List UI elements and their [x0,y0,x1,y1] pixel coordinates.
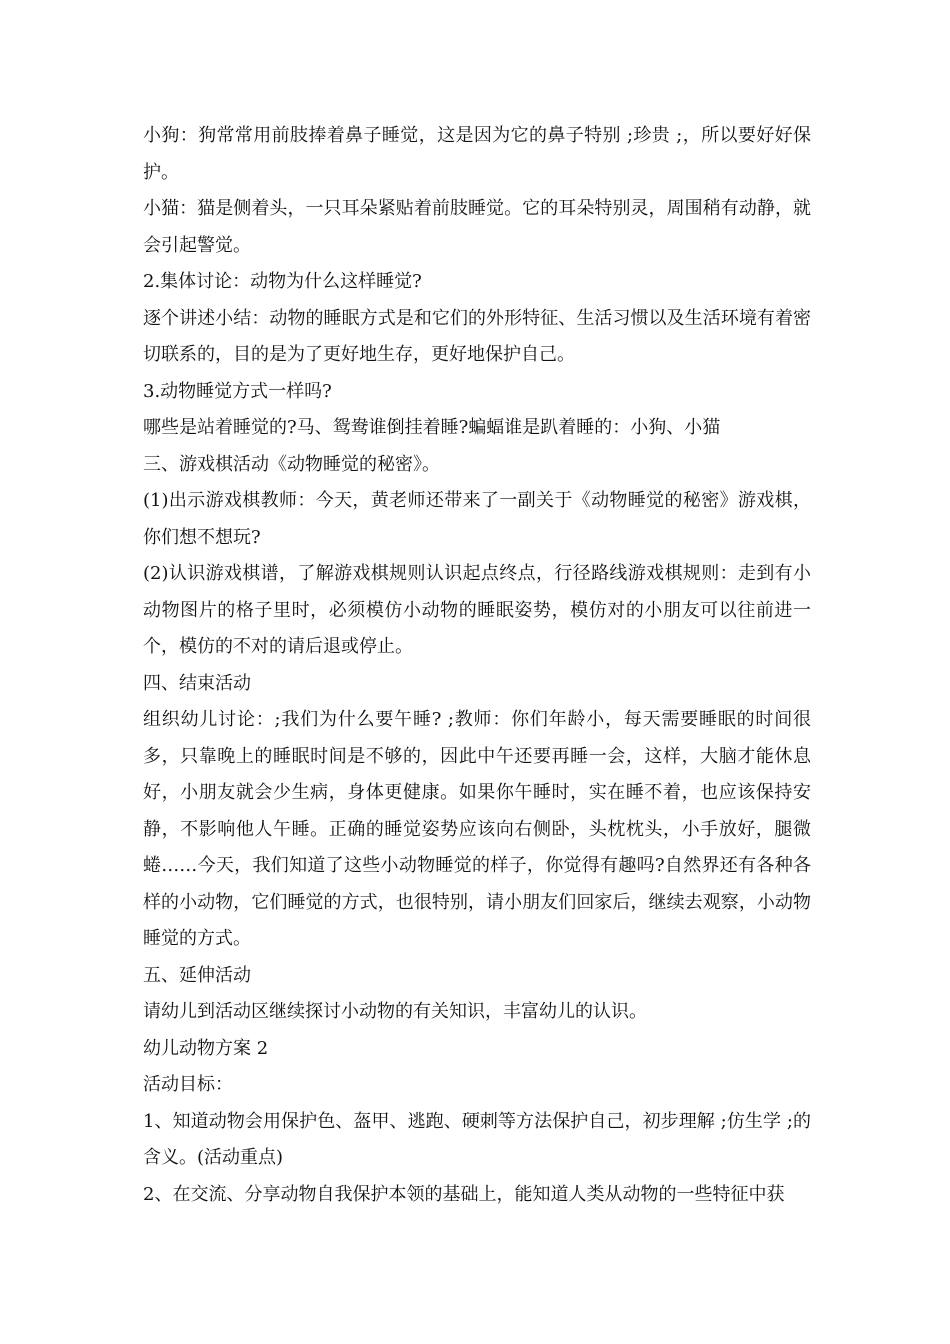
paragraph-summary: 逐个讲述小结：动物的睡眠方式是和它们的外形特征、生活习惯以及生活环境有着密切联系的，目的是为了更好地生存，更好地保护自己。 [143,307,811,365]
paragraph-kitten: 小猫：猫是侧着头，一只耳朵紧贴着前肢睡觉。它的耳朵特别灵，周围稍有动静，就会引起警觉。 [143,198,811,256]
paragraph-game-rules: (2)认识游戏棋谱，了解游戏棋规则认识起点终点，行径路线游戏棋规则：走到有小动物图片的格子里时，必须模仿小动物的睡眠姿势，模仿对的小朋友可以往前进一个，模仿的不对的请后退或停止。 [143,563,811,657]
paragraph-extension: 请幼儿到活动区继续探讨小动物的有关知识，丰富幼儿的认识。 [143,1001,647,1022]
paragraph-show-board-game: (1)出示游戏棋教师：今天，黄老师还带来了一副关于《动物睡觉的秘密》游戏棋，你们想不想玩? [143,490,811,548]
paragraph-puppy: 小狗：狗常常用前肢捧着鼻子睡觉，这是因为它的鼻子特别 ;珍贵 ;，所以要好好保护。 [143,125,811,183]
objective-item-1: 1、知道动物会用保护色、盔甲、逃跑、硬刺等方法保护自己，初步理解 ;仿生学 ;的含义。(活动重点) [143,1110,811,1168]
objective-item-2: 2、在交流、分享动物自我保护本领的基础上，能知道人类从动物的一些特征中获 [143,1183,785,1205]
paragraph-sleep-ways-question: 3.动物睡觉方式一样吗? [143,380,332,402]
paragraph-group-discussion: 2.集体讨论：动物为什么这样睡觉? [143,271,422,292]
paragraph-nap-discussion: 组织幼儿讨论：;我们为什么要午睡? ;教师：你们年龄小，每天需要睡眠的时间很多，只靠晚上的睡眠时间是不够的，因此中午还要再睡一会，这样，大脑才能休息好，小朋友就会少生病，身体更健康。如果你午睡时，实在睡不着，也应该保持安静，不影响他人午睡。正确的睡觉姿势应该向右侧卧，头枕枕头，小手放好，腿微蜷……今天，我们知道了这些小动物睡觉的样子，你觉得有趣吗?自然界还有各种各样的小动物，它们睡觉的方式，也很特别，请小朋友们回家后，继续去观察，小动物睡觉的方式。 [143,709,811,949]
paragraph-who-sleeps-how: 哪些是站着睡觉的?马、鸳鸯谁倒挂着睡?蝙蝠谁是趴着睡的：小狗、小猫 [143,417,721,438]
section-heading-closing: 四、结束活动 [143,672,251,694]
section-heading-objectives: 活动目标： [143,1074,233,1095]
document-body [143,118,811,1213]
section-heading-board-game: 三、游戏棋活动《动物睡觉的秘密》。 [143,453,440,475]
plan-title: 幼儿动物方案 2 [143,1037,269,1059]
section-heading-extension: 五、延伸活动 [143,964,251,986]
